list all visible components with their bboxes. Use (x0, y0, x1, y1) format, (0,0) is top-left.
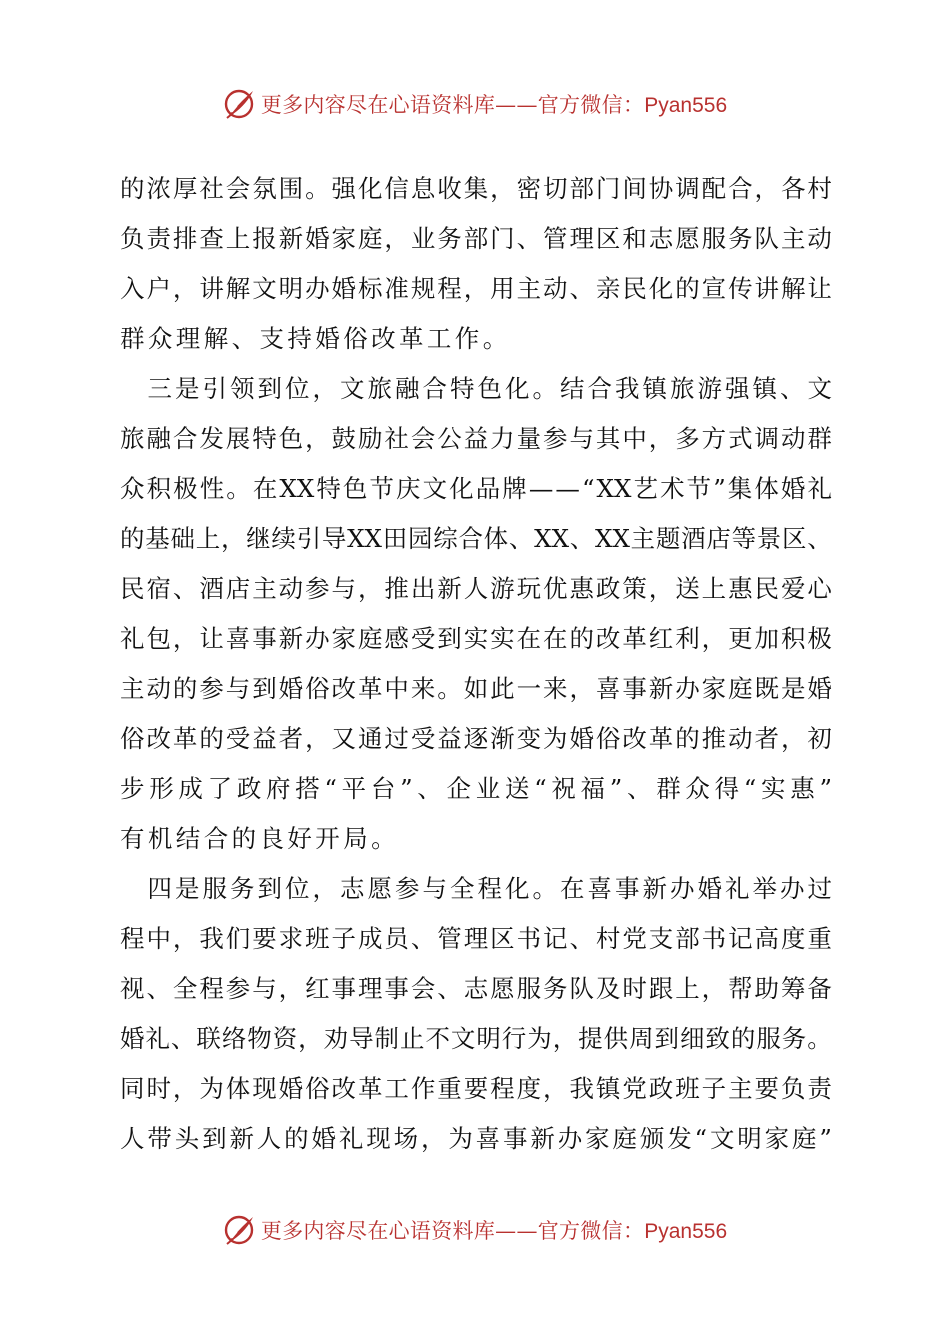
text-line: 有机结合的良好开局。 (120, 824, 399, 853)
header-label: 官方微信： (537, 93, 645, 117)
header-dash: —— (495, 93, 538, 117)
text-line: 人 带 头 到 新 人 的 婚 礼 现 场 ， 为 喜 事 新 办 家 庭 颁 发 “ 文 明 家 庭 ” (120, 1124, 832, 1153)
footer-dash: —— (495, 1219, 538, 1243)
quill-logo-icon (223, 1213, 257, 1247)
text-line: 婚 礼 、 联 络 物 资 ， 劝 导 制 止 不 文 明 行 为 ， 提 供 周 到 细 致 的 服 务 。 (120, 1024, 832, 1053)
text-line: 众 积 极 性 。 在 XX 特 色 节 庆 文 化 品 牌 — — “ XX 艺 术 节 ” 集 体 婚 礼 (120, 474, 832, 503)
text-line: 三 是 引 领 到 位 ， 文 旅 融 合 特 色 化 。 结 合 我 镇 旅 游 强 镇 、 文 (147, 374, 832, 403)
text-line: 入 户 ， 讲 解 文 明 办 婚 标 准 规 程 ， 用 主 动 、 亲 民 化 的 宣 传 讲 解 让 (120, 274, 832, 303)
text-line: 步 形 成 了 政 府 搭 “ 平 台 ” 、 企 业 送 “ 祝 福 ” 、 群 众 得 “ 实 惠 ” (120, 774, 832, 803)
text-line: 视 、 全 程 参 与 ， 红 事 理 事 会 、 志 愿 服 务 队 及 时 跟 上 ， 帮 助 筹 备 (120, 974, 832, 1003)
header-wechat-id: Pyan556 (644, 94, 728, 117)
document-body (120, 164, 832, 1164)
header-banner (0, 84, 950, 124)
footer-text (261, 1215, 727, 1245)
text-line: 民 宿 、 酒 店 主 动 参 与 ， 推 出 新 人 游 玩 优 惠 政 策 ， 送 上 惠 民 爱 心 (120, 574, 832, 603)
footer-banner (0, 1210, 950, 1250)
text-line: 同 时 ， 为 体 现 婚 俗 改 革 工 作 重 要 程 度 ， 我 镇 党 政 班 子 主 要 负 责 (120, 1074, 832, 1103)
quill-logo-icon (223, 87, 257, 121)
text-line: 俗 改 革 的 受 益 者 ， 又 通 过 受 益 逐 渐 变 为 婚 俗 改 革 的 推 动 者 ， 初 (120, 724, 832, 753)
header-site-text: 更多内容尽在心语资料库 (260, 93, 496, 117)
footer-wechat-id: Pyan556 (644, 1220, 728, 1243)
text-line: 礼 包 ， 让 喜 事 新 办 家 庭 感 受 到 实 实 在 在 的 改 革 红 利 ， 更 加 积 极 (120, 624, 832, 653)
text-line: 程 中 ， 我 们 要 求 班 子 成 员 、 管 理 区 书 记 、 村 党 支 部 书 记 高 度 重 (120, 924, 832, 953)
text-line: 群众理解、支持婚俗改革工作。 (120, 324, 511, 353)
text-line: 主 动 的 参 与 到 婚 俗 改 革 中 来 。 如 此 一 来 ， 喜 事 新 办 家 庭 既 是 婚 (120, 674, 832, 703)
header-text (261, 89, 727, 119)
text-line: 四 是 服 务 到 位 ， 志 愿 参 与 全 程 化 。 在 喜 事 新 办 婚 礼 举 办 过 (147, 874, 832, 903)
footer-site-text: 更多内容尽在心语资料库 (260, 1219, 496, 1243)
text-line: 负 责 排 查 上 报 新 婚 家 庭 ， 业 务 部 门 、 管 理 区 和 志 愿 服 务 队 主 动 (120, 224, 832, 253)
text-line: 旅 融 合 发 展 特 色 ， 鼓 励 社 会 公 益 力 量 参 与 其 中 ， 多 方 式 调 动 群 (120, 424, 832, 453)
footer-label: 官方微信： (537, 1219, 645, 1243)
text-line: 的 基 础 上 ， 继 续 引 导 XX 田 园 综 合 体 、 XX 、 XX 主 题 酒 店 等 景 区 、 (120, 524, 832, 553)
text-line: 的 浓 厚 社 会 氛 围 。 强 化 信 息 收 集 ， 密 切 部 门 间 协 调 配 合 ， 各 村 (120, 174, 832, 203)
